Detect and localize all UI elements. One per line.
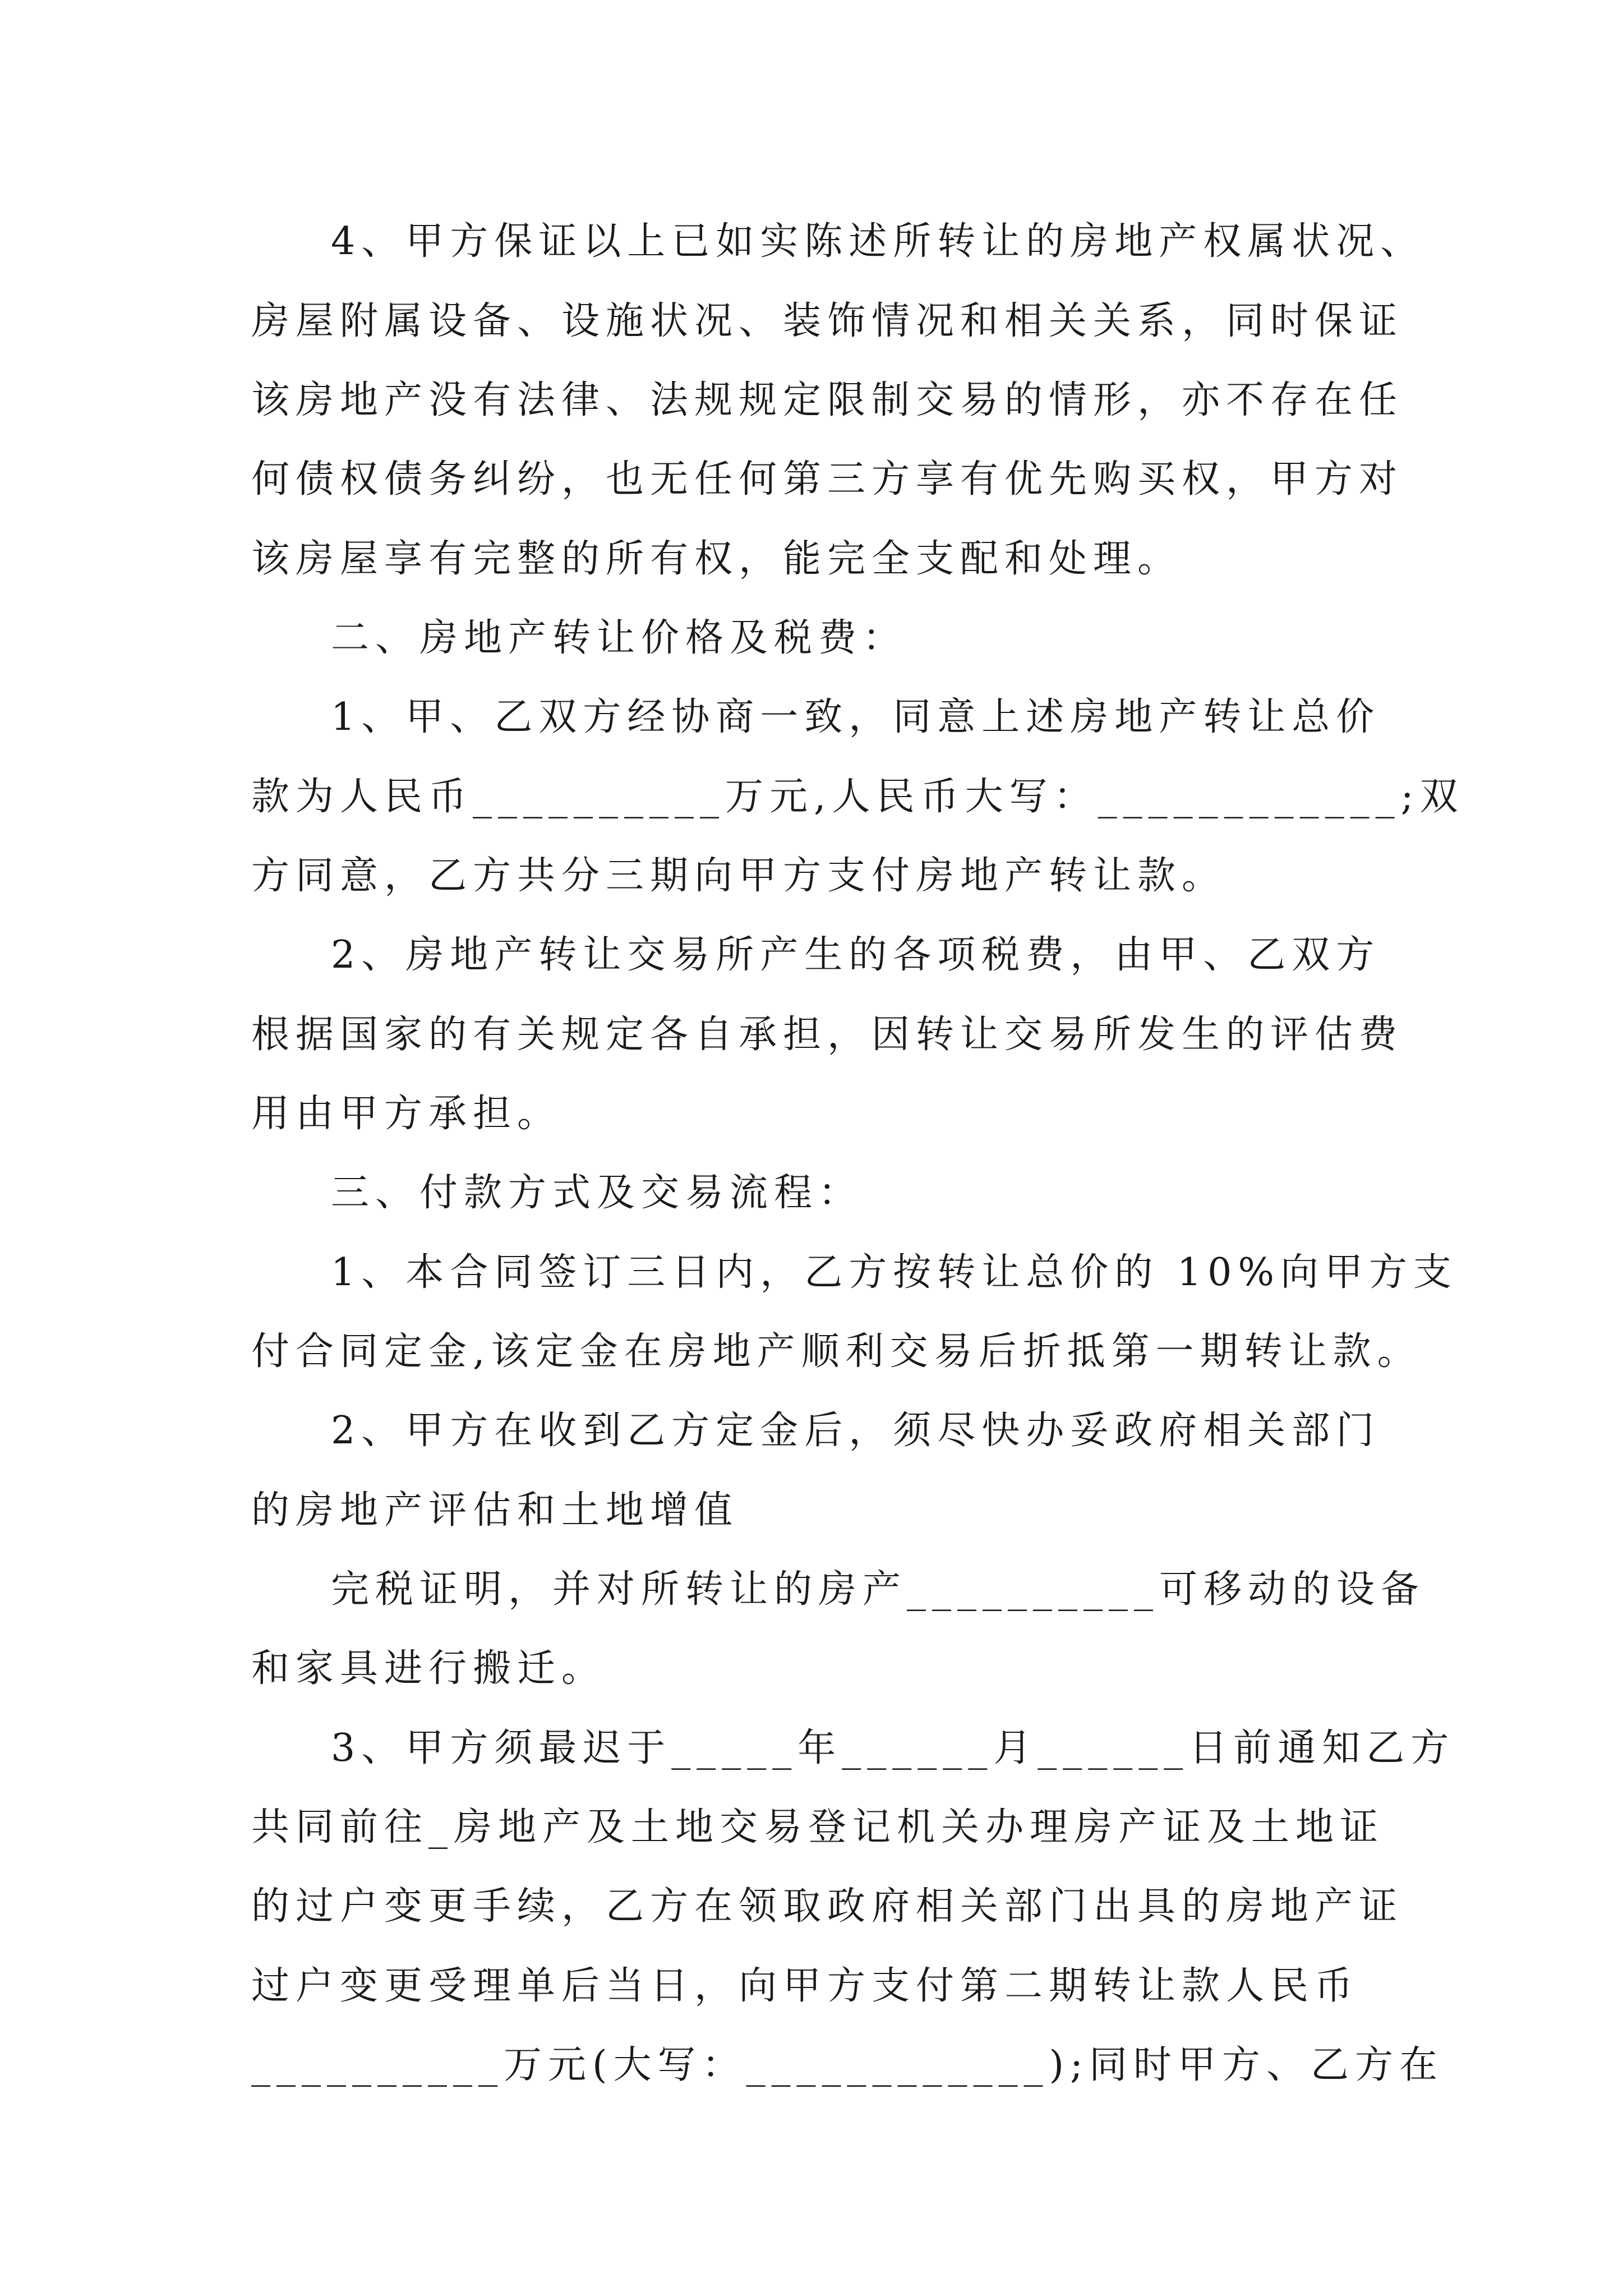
- clause-2-1-line-3: 方同意，乙方共分三期向甲方支付房地产转让款。: [251, 854, 1227, 898]
- clause-2-1-line-1: 1、甲、乙双方经协商一致，同意上述房地产转让总价: [331, 695, 1381, 739]
- section-heading-3: 三、付款方式及交易流程：: [331, 1171, 863, 1215]
- clause-3-2-line-2: 的房地产评估和土地增值: [251, 1488, 739, 1533]
- clause-3-3-line-2: 共同前往_房地产及土地交易登记机关办理房产证及土地证: [251, 1805, 1385, 1849]
- clause-2-1-line-2: 款为人民币__________万元,人民币大写：____________;双: [251, 775, 1464, 819]
- section-heading-2: 二、房地产转让价格及税费：: [331, 616, 907, 660]
- clause-3-1-line-2: 付合同定金,该定金在房地产顺利交易后折抵第一期转让款。: [251, 1329, 1422, 1374]
- paragraph-4-line-1: 4、甲方保证以上已如实陈述所转让的房地产权属状况、: [331, 219, 1425, 264]
- clause-3-2-line-3: 完税证明，并对所转让的房产__________可移动的设备: [331, 1567, 1426, 1612]
- clause-3-3-line-4: 过户变更受理单后当日，向甲方支付第二期转让款人民币: [251, 1964, 1359, 2008]
- clause-3-2-line-4: 和家具进行搬迁。: [251, 1646, 606, 1691]
- clause-2-2-line-1: 2、房地产转让交易所产生的各项税费，由甲、乙双方: [331, 933, 1381, 977]
- paragraph-4-line-3: 该房地产没有法律、法规规定限制交易的情形，亦不存在任: [251, 378, 1404, 422]
- clause-3-3-line-3: 的过户变更手续，乙方在领取政府相关部门出具的房地产证: [251, 1884, 1404, 1929]
- clause-2-2-line-3: 用由甲方承担。: [251, 1092, 562, 1136]
- clause-3-3-line-5: __________万元(大写：____________);同时甲方、乙方在: [251, 2043, 1444, 2087]
- clause-2-2-line-2: 根据国家的有关规定各自承担，因转让交易所发生的评估费: [251, 1013, 1404, 1057]
- clause-3-3-line-1: 3、甲方须最迟于_____年______月______日前通知乙方: [331, 1726, 1455, 1770]
- paragraph-4-line-2: 房屋附属设备、设施状况、装饰情况和相关关系，同时保证: [251, 299, 1404, 343]
- clause-3-1-line-1: 1、本合同签订三日内，乙方按转让总价的 10%向甲方支: [331, 1250, 1458, 1295]
- paragraph-4-line-5: 该房屋享有完整的所有权，能完全支配和处理。: [251, 537, 1182, 581]
- clause-3-2-line-1: 2、甲方在收到乙方定金后，须尽快办妥政府相关部门: [331, 1409, 1381, 1453]
- paragraph-4-line-4: 何债权债务纠纷，也无任何第三方享有优先购买权，甲方对: [251, 457, 1404, 501]
